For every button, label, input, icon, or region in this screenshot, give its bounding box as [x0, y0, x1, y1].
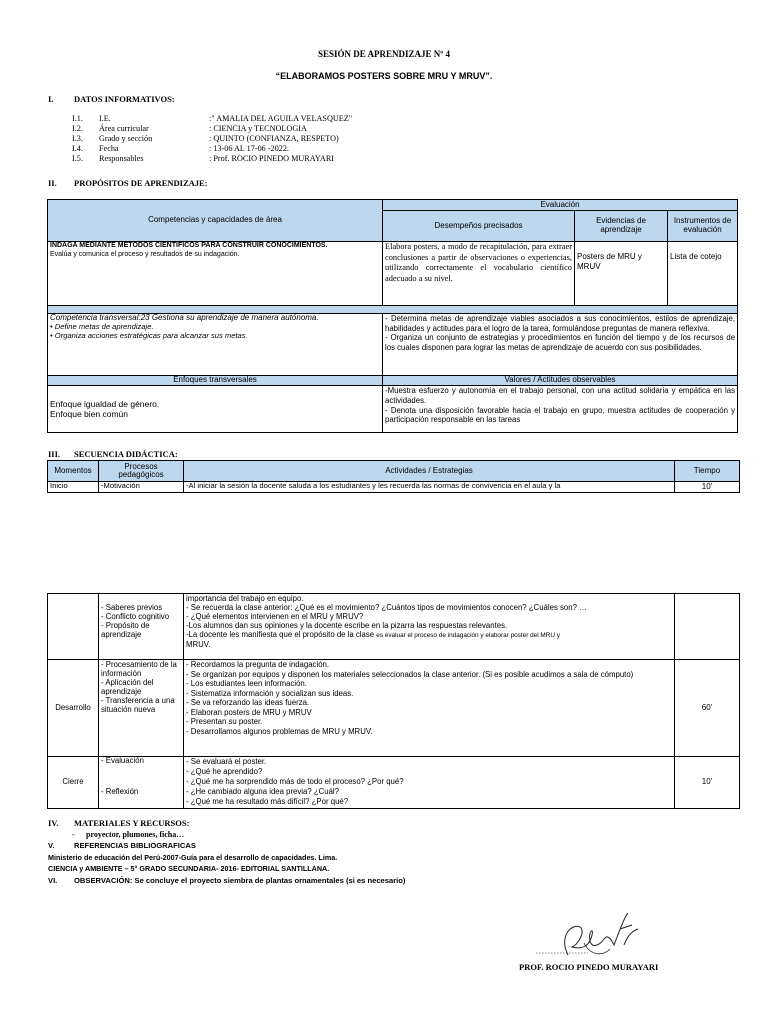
cont-tiempo — [675, 594, 740, 660]
section-2-title: PROPÓSITOS DE APRENDIZAJE: — [74, 178, 208, 188]
inicio-momento: Inicio — [48, 482, 99, 493]
inicio-actividad-text: Al iniciar la sesión la docente saluda a los estudiantes y les recuerda las normas de convivencia en el aula y la — [188, 481, 561, 490]
actividad-line: - Recordamos la pregunta de indagación. — [186, 660, 330, 669]
transversal-cell — [48, 314, 383, 376]
actividad-line: importancia del trabajo en equipo. — [186, 594, 304, 603]
proceso-item: - Saberes previos — [101, 603, 163, 612]
proceso-item: - Transferencia a una situación nueva — [101, 696, 175, 714]
proceso-item: - Procesamiento de la información — [101, 660, 177, 678]
desarrollo-tiempo: 60' — [675, 660, 740, 757]
inicio-tiempo: 10' — [675, 482, 740, 493]
proceso-text: Evaluación — [105, 756, 144, 765]
section-5-heading — [48, 841, 196, 850]
section-6-heading — [48, 876, 405, 885]
transversal-item: • Define metas de aprendizaje. — [50, 321, 154, 331]
datos-number: I.5. — [72, 154, 83, 163]
datos-key: Grado y sección — [99, 134, 153, 143]
purposes-table — [47, 199, 738, 433]
header-evidencias: Evidencias de aprendizaje — [575, 211, 668, 242]
sequence-table-top — [47, 460, 740, 493]
inicio-proceso: -Motivación — [99, 482, 184, 493]
datos-row — [72, 114, 352, 124]
competence-capacity: Evalúa y comunica el proceso y resultados de su indagación. — [50, 250, 240, 258]
actividad-text-small: es evaluar el proceso de indagación y elaborar poster del MRU y — [376, 632, 560, 640]
proceso-text: Aplicación del aprendizaje — [101, 678, 154, 696]
transversal-item-text: Organiza acciones estratégicas para alcanzar sus metas. — [54, 330, 248, 340]
section-3-heading — [48, 449, 178, 459]
valor-text: Muestra esfuerzo y autonomía en el trabajo personal, con una actitud solidaria y empática en las actividades. — [385, 386, 736, 405]
transversal-list — [50, 323, 380, 341]
desarrollo-momento: Desarrollo — [48, 660, 99, 757]
session-title: SESIÓN DE APRENDIZAJE Nº 4 — [318, 49, 450, 59]
materials-text: proyector, plumones, ficha… — [86, 830, 185, 839]
transversal-title: Competencia transversal:23 Gestiona su aprendizaje de manera autónoma. — [50, 313, 319, 322]
actividad-line: - Los estudiantes leen información. — [186, 679, 307, 688]
competence-title: INDAGA MEDIANTE MÉTODOS CIENTÍFICOS PARA CONSTRUIR CONOCIMIENTOS. — [50, 242, 328, 249]
cont-actividades — [184, 594, 675, 660]
section-1-heading — [48, 94, 175, 104]
valor-item: - Denota una disposición favorable hacia el trabajo en grupo, muestra actitudes de cooperación y participación responsable en las tareas — [385, 405, 736, 425]
header-procesos: Procesos pedagógicos — [99, 461, 184, 482]
datos-number: I.2. — [72, 124, 83, 133]
datos-number: I.1. — [72, 114, 83, 123]
blue-separator — [48, 306, 738, 314]
proceso-item: - Reflexión — [101, 786, 139, 796]
actividad-line: - Sistematiza información y socializan sus ideas. — [186, 688, 354, 698]
section-4-number: IV. — [48, 818, 59, 828]
section-2-number: II. — [48, 178, 57, 188]
datos-key: Responsables — [99, 154, 144, 163]
reference-line: CIENCIA y AMBIENTE – 5° GRADO SECUNDARIA- 2016- EDITORIAL SANTILLANA. — [48, 864, 330, 873]
references-list — [48, 852, 337, 874]
header-actividades: Actividades / Estrategias — [184, 461, 675, 482]
section-5-title: REFERENCIAS BIBLIOGRAFICAS — [74, 841, 196, 850]
performance-cell: Elabora posters, a modo de recapitulación, para extraer conclusiones a partir de observaciones o experiencias, utilizando correctamente el vocabulario científico adecuado a su nivel. — [383, 242, 575, 306]
actividad-line: - Desarrollamos algunos problemas de MRU y MRUV. — [186, 726, 373, 736]
section-6-number: VI. — [48, 876, 58, 885]
cierre-tiempo: 10' — [675, 757, 740, 809]
observation-text: Se concluye el proyecto siembra de plantas ornamentales (si es necesario) — [134, 876, 406, 885]
transversal-performance-text: Organiza un conjunto de estrategias y procedimientos en función del tiempo y de los recursos de los cuales disponen para lograr las metas de aprendizaje de acuerdo con sus posibilidades. — [385, 333, 736, 352]
datos-number: I.4. — [72, 144, 83, 153]
proceso-text: Procesamiento de la información — [101, 660, 177, 678]
cierre-procesos — [99, 757, 184, 809]
valor-text: Denota una disposición favorable hacia el trabajo en grupo, muestra actitudes de cooperación y participación responsable en las tareas — [385, 405, 736, 425]
evidence-cell: Posters de MRU y MRUV — [575, 242, 668, 306]
enfoques-cell — [48, 386, 383, 433]
header-competencias: Competencias y capacidades de área — [48, 200, 383, 242]
section-2-heading — [48, 178, 208, 188]
transversal-performance-item: - Organiza un conjunto de estrategias y procedimientos en función del tiempo y de los recursos de los cuales disponen para lograr las metas de aprendizaje de acuerdo con sus posibilidades. — [385, 333, 736, 352]
signature-name: PROF. ROCIO PINEDO MURAYARI — [519, 962, 659, 972]
header-instrumentos: Instrumentos de evaluación — [668, 211, 738, 242]
cierre-actividades — [184, 757, 675, 809]
actividad-line: - ¿Qué me ha sorprendido más de todo el proceso? ¿Por qué? — [186, 777, 404, 786]
session-subtitle: “ELABORAMOS POSTERS SOBRE MRU Y MRUV”. — [275, 71, 493, 81]
cont-procesos — [99, 594, 184, 660]
proceso-text: Transferencia a una situación nueva — [101, 696, 175, 714]
actividad-line: -Los alumnos dan sus opiniones y la docente escribe en la pizarra las respuestas relevantes. — [186, 621, 508, 631]
header-valores: Valores / Actitudes observables — [383, 376, 738, 386]
actividad-line: MRUV. — [186, 640, 211, 650]
section-1-title: DATOS INFORMATIVOS: — [74, 94, 175, 104]
section-3-title: SECUENCIA DIDÁCTICA: — [74, 449, 178, 459]
actividad-line: - Presentan su poster. — [186, 717, 263, 726]
actividad-line: - Se va reforzando las ideas fuerza. — [186, 698, 310, 707]
materials-item: - proyector, plumones, ficha… — [72, 830, 185, 839]
section-6-title: OBSERVACIÓN: — [74, 876, 133, 885]
transversal-item-text: Define metas de aprendizaje. — [54, 321, 154, 331]
actividad-line — [186, 630, 672, 640]
inicio-actividad: -Al iniciar la sesión la docente saluda a los estudiantes y les recuerda las normas de convivencia en el aula y la — [184, 482, 675, 493]
transversal-performance-text: Determina metas de aprendizaje viables asociados a sus conocimientos, estilos de aprendizaje, habilidades y actitudes para el logro de la tarea, formulándose preguntas de manera reflexiva. — [385, 314, 736, 333]
actividad-line: - Se evaluará el poster. — [186, 757, 267, 766]
sequence-table-bottom — [47, 593, 740, 809]
datos-key: Fecha — [99, 144, 119, 153]
datos-list — [72, 114, 352, 164]
actividad-line: - Elaboran posters de MRU y MRUV — [186, 707, 312, 717]
datos-value: : Prof. ROCIO PINEDO MURAYARI — [209, 154, 335, 163]
datos-value: : CIENCIA y TECNOLOGIA — [209, 124, 307, 133]
section-5-number: V. — [48, 841, 55, 850]
desarrollo-actividades — [184, 660, 675, 757]
proceso-item: - Evaluación — [101, 756, 144, 765]
proceso-text: Conflicto cognitivo — [105, 611, 170, 621]
header-evaluacion: Evaluación — [383, 200, 738, 211]
actividad-text: -La docente les manifiesta que el propósito de la clase — [186, 630, 375, 640]
inicio-proceso-text: Motivación — [103, 481, 140, 490]
actividad-line: - Se organizan por equipos y disponen los materiales seleccionados la clase anterior. (Si es posible acudimos a sala de cómputo) — [186, 669, 634, 679]
actividad-line: - ¿Qué elementos intervienen en el MRU y MRUV? — [186, 612, 364, 622]
enfoque-item: Enfoque bien común — [50, 409, 128, 419]
transversal-item: • Organiza acciones estratégicas para alcanzar sus metas. — [50, 330, 248, 340]
header-desempenos: Desempeños precisados — [383, 211, 575, 242]
datos-value: :" AMALIA DEL AGUILA VELASQUEZ" — [209, 114, 353, 123]
proceso-text: Propósito de aprendizaje — [101, 620, 150, 639]
datos-value: : QUINTO (CONFIANZA, RESPETO) — [209, 134, 339, 143]
signature-scribble — [528, 905, 648, 965]
proceso-item: - Propósito de aprendizaje — [101, 620, 150, 639]
proceso-text: Reflexión — [105, 786, 139, 796]
section-3-number: III. — [48, 449, 61, 459]
datos-row — [72, 134, 352, 144]
valores-cell — [383, 386, 738, 433]
proceso-text: Saberes previos — [105, 603, 163, 612]
transversal-performance-cell — [383, 314, 738, 376]
header-momentos: Momentos — [48, 461, 99, 482]
valor-item: -Muestra esfuerzo y autonomía en el trabajo personal, con una actitud solidaria y empática en las actividades. — [385, 386, 736, 405]
desarrollo-procesos — [99, 660, 184, 757]
proceso-item: - Conflicto cognitivo — [101, 611, 170, 621]
datos-row — [72, 124, 352, 134]
actividad-line: - ¿Qué me ha resultado más difícil? ¿Por qué? — [186, 797, 349, 806]
actividad-line: - ¿Qué he aprendido? — [186, 767, 263, 776]
transversal-performance-item: - Determina metas de aprendizaje viables asociados a sus conocimientos, estilos de aprendizaje, habilidades y actitudes para el logro de la tarea, formulándose preguntas de manera reflexiva. — [385, 314, 736, 333]
actividad-line: - ¿He cambiado alguna idea previa? ¿Cuál? — [186, 787, 339, 796]
section-1-number: I. — [48, 94, 54, 104]
header-tiempo: Tiempo — [675, 461, 740, 482]
datos-key: Área curricular — [99, 124, 149, 133]
section-4-title: MATERIALES Y RECURSOS: — [74, 818, 190, 828]
proceso-item: - Aplicación del aprendizaje — [101, 678, 154, 696]
cierre-momento: Cierre — [48, 757, 99, 809]
enfoque-item: Enfoque igualdad de género. — [50, 399, 160, 409]
datos-row — [72, 154, 352, 164]
datos-key: I.E. — [99, 114, 111, 123]
section-4-heading — [48, 818, 189, 828]
competence-cell — [48, 242, 383, 306]
datos-row — [72, 144, 352, 154]
datos-value: : 13-06 AL 17-06 -2022. — [209, 144, 289, 153]
reference-line: Ministerio de educación del Perú-2007-Guía para el desarrollo de capacidades. Lima. — [48, 853, 338, 862]
instrument-cell: Lista de cotejo — [668, 242, 738, 306]
datos-number: I.3. — [72, 134, 83, 143]
cont-momento — [48, 594, 99, 660]
actividad-line: - Se recuerda la clase anterior: ¿Qué es el movimiento? ¿Cuántos tipos de movimientos conocen? ¿Cuáles son? … — [186, 603, 587, 613]
header-enfoques: Enfoques transversales — [48, 376, 383, 386]
